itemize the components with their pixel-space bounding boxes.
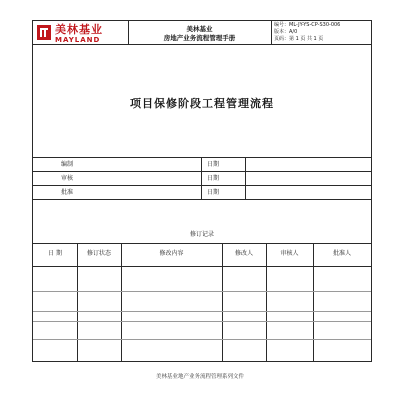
signoff-date-label: 日期 [207, 189, 220, 196]
manual-title: 房地产业务流程管理手册 [163, 34, 236, 42]
header-company: 美林基业 [186, 25, 213, 33]
company-logo [37, 25, 51, 40]
col-header-modifier: 修改人 [234, 250, 253, 257]
signoff-date-label: 日期 [207, 161, 220, 168]
col-header-reviewer: 审核人 [280, 250, 299, 257]
col-header-status: 修订状态 [86, 250, 111, 257]
revision-title: 修订记录 [189, 231, 214, 238]
doc-number: 编号：ML-JY-YS-CP-S30-006 [274, 22, 341, 28]
col-header-date: 日 期 [48, 250, 62, 257]
table-row [33, 291, 371, 292]
table-row [33, 339, 371, 340]
doc-version: 版本：A/0 [274, 29, 298, 35]
table-row [33, 321, 371, 322]
table-row [33, 311, 371, 312]
signoff-label-approved: 批准 [61, 189, 74, 196]
document-page [32, 20, 372, 362]
col-header-approver: 批准人 [332, 250, 351, 257]
document-title: 项目保修阶段工程管理流程 [130, 97, 274, 110]
col-header-content: 修改内容 [159, 250, 184, 257]
logo-text-en: MAYLAND [55, 36, 101, 44]
logo-text-cn: 美林基业 [55, 23, 103, 36]
page-footer: 美林基业地产业务流程管理系列文件 [155, 374, 244, 380]
signoff-label-reviewed: 审核 [61, 175, 74, 182]
signoff-label-prepared: 编制 [61, 161, 74, 168]
signoff-date-label: 日期 [207, 175, 220, 182]
page-info: 页码：第 1 页 共 1 页 [274, 36, 324, 42]
